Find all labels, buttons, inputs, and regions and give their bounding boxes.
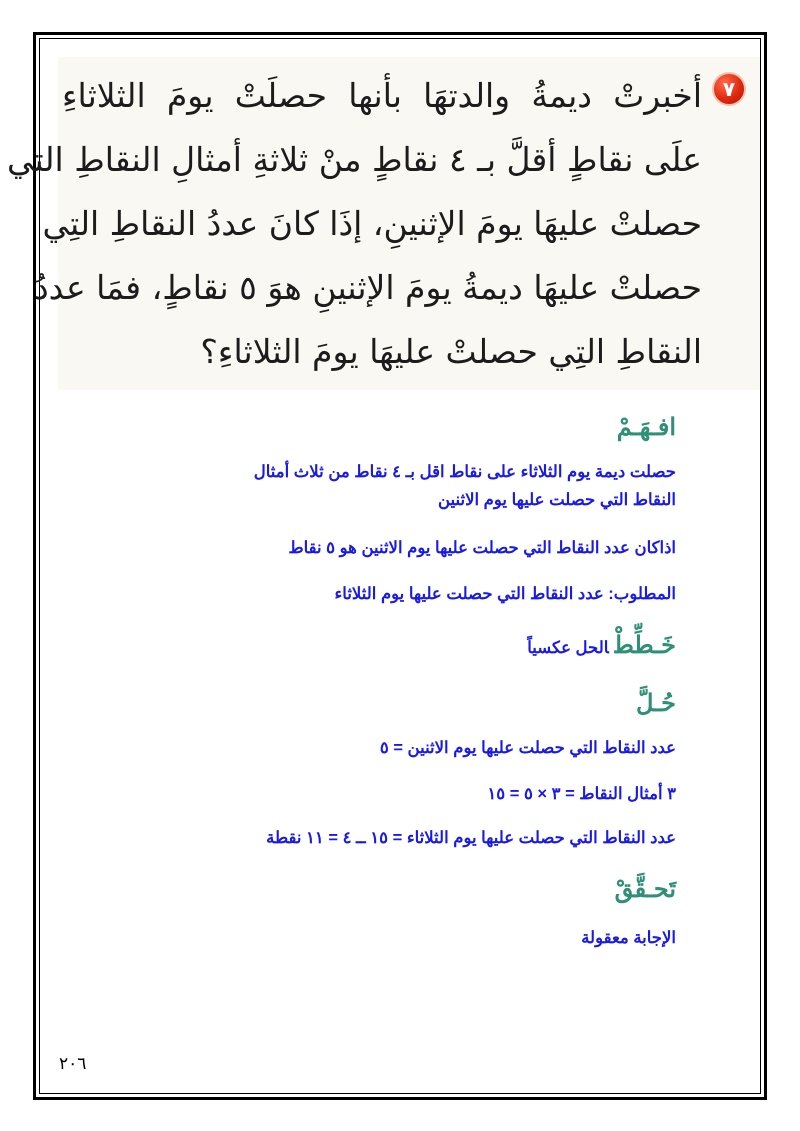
problem-number-badge: ٧ (712, 72, 746, 106)
problem-line-2: علَى نقاطٍ أقلَّ بـ ٤ نقاطٍ منْ ثلاثةِ أمثالِ النقاطِ التي (7, 140, 702, 179)
solve-line-2: ٣ أمثال النقاط = ٣ × ٥ = ١٥ (487, 785, 676, 803)
understand-line-2: النقاط التي حصلت عليها يوم الاثنين (437, 491, 676, 509)
understand-line-1: حصلت ديمة يوم الثلاثاء على نقاط اقل بـ ٤ نقاط من ثلاث أمثال (253, 463, 676, 481)
plan-strategy-note: الحل عكسياً (527, 639, 609, 657)
understand-required: المطلوب: عدد النقاط التي حصلت عليها يوم الثلاثاء (334, 585, 676, 603)
plan-heading-label: خَـطِّطْ (614, 630, 676, 659)
check-line-1: الإجابة معقولة (581, 929, 676, 947)
plan-heading (527, 630, 676, 659)
problem-line-4: حصلتْ عليهَا ديمةُ يومَ الإثنينِ هوَ ٥ نقاطٍ، فمَا عددُ (33, 268, 702, 307)
understand-heading: افـهَـمْ (616, 412, 676, 441)
page-number: ٢٠٦ (59, 1054, 87, 1073)
understand-line-3: اذاكان عدد النقاط التي حصلت عليها يوم الاثنين هو ٥ نقاط (288, 539, 676, 557)
solve-line-3: عدد النقاط التي حصلت عليها يوم الثلاثاء = ١٥ ــ ٤ = ١١ نقطة (266, 829, 676, 847)
solve-heading: حُـلَّ (635, 688, 676, 717)
problem-line-1: أخبرتْ ديمةُ والدتهَا بأنها حصلَتْ يومَ الثلاثاءِ (62, 76, 702, 115)
check-heading: تَحـقَّقْ (614, 874, 676, 903)
solve-line-1: عدد النقاط التي حصلت عليها يوم الاثنين = ٥ (379, 739, 676, 757)
problem-line-3: حصلتْ عليهَا يومَ الإثنينِ، إذَا كانَ عددُ النقاطِ التِي (42, 204, 702, 243)
problem-line-5: النقاطِ التِي حصلتْ عليهَا يومَ الثلاثاءِ؟ (200, 332, 702, 371)
